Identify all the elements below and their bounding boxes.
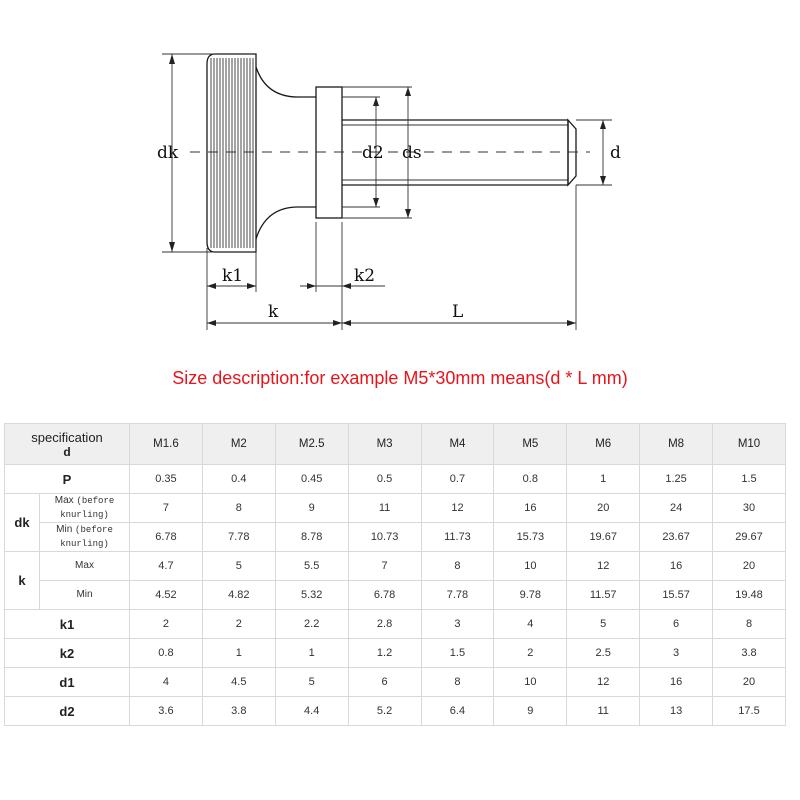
table-cell: 4 bbox=[494, 610, 567, 639]
table-cell: 24 bbox=[640, 494, 713, 523]
table-cell: 2.8 bbox=[348, 610, 421, 639]
table-cell: 12 bbox=[421, 494, 494, 523]
table-cell: 19.48 bbox=[713, 581, 786, 610]
table-cell: 5.2 bbox=[348, 697, 421, 726]
table-cell: 8.78 bbox=[275, 523, 348, 552]
size-header: M1.6 bbox=[130, 424, 203, 465]
table-cell: 1.5 bbox=[421, 639, 494, 668]
table-cell: 3 bbox=[640, 639, 713, 668]
table-cell: 8 bbox=[421, 668, 494, 697]
table-cell: 0.8 bbox=[130, 639, 203, 668]
row-sublabel-k-max: Max bbox=[40, 552, 130, 581]
table-cell: 8 bbox=[202, 494, 275, 523]
table-cell: 9.78 bbox=[494, 581, 567, 610]
table-cell: 1 bbox=[567, 465, 640, 494]
table-row-k-min bbox=[5, 581, 786, 610]
spec-sub-label: d bbox=[63, 444, 71, 459]
size-description: Size description:for example M5*30mm means(d * L mm) bbox=[172, 368, 628, 388]
table-cell: 3 bbox=[421, 610, 494, 639]
table-row-k-max bbox=[5, 552, 786, 581]
table-cell: 7.78 bbox=[421, 581, 494, 610]
row-sublabel-dk-min: Min (before knurling) bbox=[40, 523, 130, 552]
row-group-dk: dk bbox=[5, 494, 40, 552]
spec-label: specification bbox=[31, 429, 103, 445]
table-cell: 2.2 bbox=[275, 610, 348, 639]
table-cell: 6.78 bbox=[130, 523, 203, 552]
label-k2: k2 bbox=[354, 266, 376, 286]
size-header: M8 bbox=[640, 424, 713, 465]
row-sublabel-k-min: Min bbox=[40, 581, 130, 610]
table-cell: 17.5 bbox=[713, 697, 786, 726]
label-ds: ds bbox=[402, 143, 422, 163]
size-header: M5 bbox=[494, 424, 567, 465]
table-row-d1 bbox=[5, 668, 786, 697]
table-cell: 5.32 bbox=[275, 581, 348, 610]
table-cell: 6 bbox=[348, 668, 421, 697]
table-cell: 20 bbox=[713, 668, 786, 697]
row-label-P: P bbox=[5, 465, 130, 494]
table-cell: 10.73 bbox=[348, 523, 421, 552]
dimension-d bbox=[576, 120, 612, 185]
table-cell: 2 bbox=[202, 610, 275, 639]
table-cell: 19.67 bbox=[567, 523, 640, 552]
table-cell: 0.8 bbox=[494, 465, 567, 494]
table-cell: 9 bbox=[494, 697, 567, 726]
table-row-dk-max bbox=[5, 494, 786, 523]
table-cell: 5.5 bbox=[275, 552, 348, 581]
table-cell: 1.2 bbox=[348, 639, 421, 668]
row-sublabel-dk-max: Max (before knurling) bbox=[40, 494, 130, 523]
table-cell: 4.5 bbox=[202, 668, 275, 697]
row-label-k2: k2 bbox=[5, 639, 130, 668]
extension-lines bbox=[207, 185, 576, 330]
table-cell: 11.57 bbox=[567, 581, 640, 610]
table-cell: 3.6 bbox=[130, 697, 203, 726]
table-cell: 11.73 bbox=[421, 523, 494, 552]
table-cell: 16 bbox=[494, 494, 567, 523]
table-cell: 0.4 bbox=[202, 465, 275, 494]
label-d2: d2 bbox=[362, 143, 384, 163]
table-row-k1 bbox=[5, 610, 786, 639]
label-d: d bbox=[610, 143, 621, 163]
table-cell: 30 bbox=[713, 494, 786, 523]
table-cell: 12 bbox=[567, 552, 640, 581]
size-header: M6 bbox=[567, 424, 640, 465]
table-cell: 7 bbox=[130, 494, 203, 523]
table-row-dk-min bbox=[5, 523, 786, 552]
table-cell: 7.78 bbox=[202, 523, 275, 552]
table-cell: 11 bbox=[567, 697, 640, 726]
table-cell: 6.4 bbox=[421, 697, 494, 726]
table-cell: 4.52 bbox=[130, 581, 203, 610]
table-cell: 13 bbox=[640, 697, 713, 726]
table-cell: 23.67 bbox=[640, 523, 713, 552]
table-cell: 16 bbox=[640, 552, 713, 581]
row-label-k1: k1 bbox=[5, 610, 130, 639]
table-cell: 3.8 bbox=[202, 697, 275, 726]
table-cell: 10 bbox=[494, 668, 567, 697]
table-cell: 2.5 bbox=[567, 639, 640, 668]
table-cell: 5 bbox=[202, 552, 275, 581]
table-header-row bbox=[5, 424, 786, 465]
table-cell: 11 bbox=[348, 494, 421, 523]
size-header: M4 bbox=[421, 424, 494, 465]
table-cell: 20 bbox=[713, 552, 786, 581]
table-cell: 8 bbox=[421, 552, 494, 581]
label-k: k bbox=[268, 302, 279, 322]
table-cell: 15.73 bbox=[494, 523, 567, 552]
table-cell: 4.7 bbox=[130, 552, 203, 581]
table-cell: 5 bbox=[567, 610, 640, 639]
table-cell: 3.8 bbox=[713, 639, 786, 668]
table-cell: 0.5 bbox=[348, 465, 421, 494]
row-label-d2: d2 bbox=[5, 697, 130, 726]
size-header: M2 bbox=[202, 424, 275, 465]
table-cell: 2 bbox=[494, 639, 567, 668]
table-cell: 29.67 bbox=[713, 523, 786, 552]
table-cell: 4 bbox=[130, 668, 203, 697]
table-cell: 8 bbox=[713, 610, 786, 639]
table-cell: 2 bbox=[130, 610, 203, 639]
table-cell: 15.57 bbox=[640, 581, 713, 610]
row-label-d1: d1 bbox=[5, 668, 130, 697]
table-cell: 5 bbox=[275, 668, 348, 697]
table-cell: 9 bbox=[275, 494, 348, 523]
table-cell: 4.82 bbox=[202, 581, 275, 610]
table-cell: 6 bbox=[640, 610, 713, 639]
table-cell: 16 bbox=[640, 668, 713, 697]
table-row-d2 bbox=[5, 697, 786, 726]
table-cell: 20 bbox=[567, 494, 640, 523]
table-cell: 4.4 bbox=[275, 697, 348, 726]
table-cell: 12 bbox=[567, 668, 640, 697]
size-header: M3 bbox=[348, 424, 421, 465]
knurled-head bbox=[207, 54, 256, 252]
table-cell: 7 bbox=[348, 552, 421, 581]
table-row-k2 bbox=[5, 639, 786, 668]
table-cell: 0.35 bbox=[130, 465, 203, 494]
thumb-screw-drawing bbox=[0, 0, 800, 350]
neck-outline bbox=[256, 67, 316, 239]
label-k1: k1 bbox=[222, 266, 244, 286]
table-cell: 0.45 bbox=[275, 465, 348, 494]
row-group-k: k bbox=[5, 552, 40, 610]
table-cell: 1.25 bbox=[640, 465, 713, 494]
table-cell: 0.7 bbox=[421, 465, 494, 494]
table-cell: 10 bbox=[494, 552, 567, 581]
spec-header-cell bbox=[5, 424, 130, 465]
table-cell: 1.5 bbox=[713, 465, 786, 494]
label-dk: dk bbox=[157, 143, 179, 163]
table-cell: 1 bbox=[275, 639, 348, 668]
size-header: M10 bbox=[713, 424, 786, 465]
label-L: L bbox=[452, 302, 464, 322]
table-cell: 1 bbox=[202, 639, 275, 668]
table-row-P bbox=[5, 465, 786, 494]
table-cell: 6.78 bbox=[348, 581, 421, 610]
size-header: M2.5 bbox=[275, 424, 348, 465]
specification-table bbox=[4, 423, 786, 726]
